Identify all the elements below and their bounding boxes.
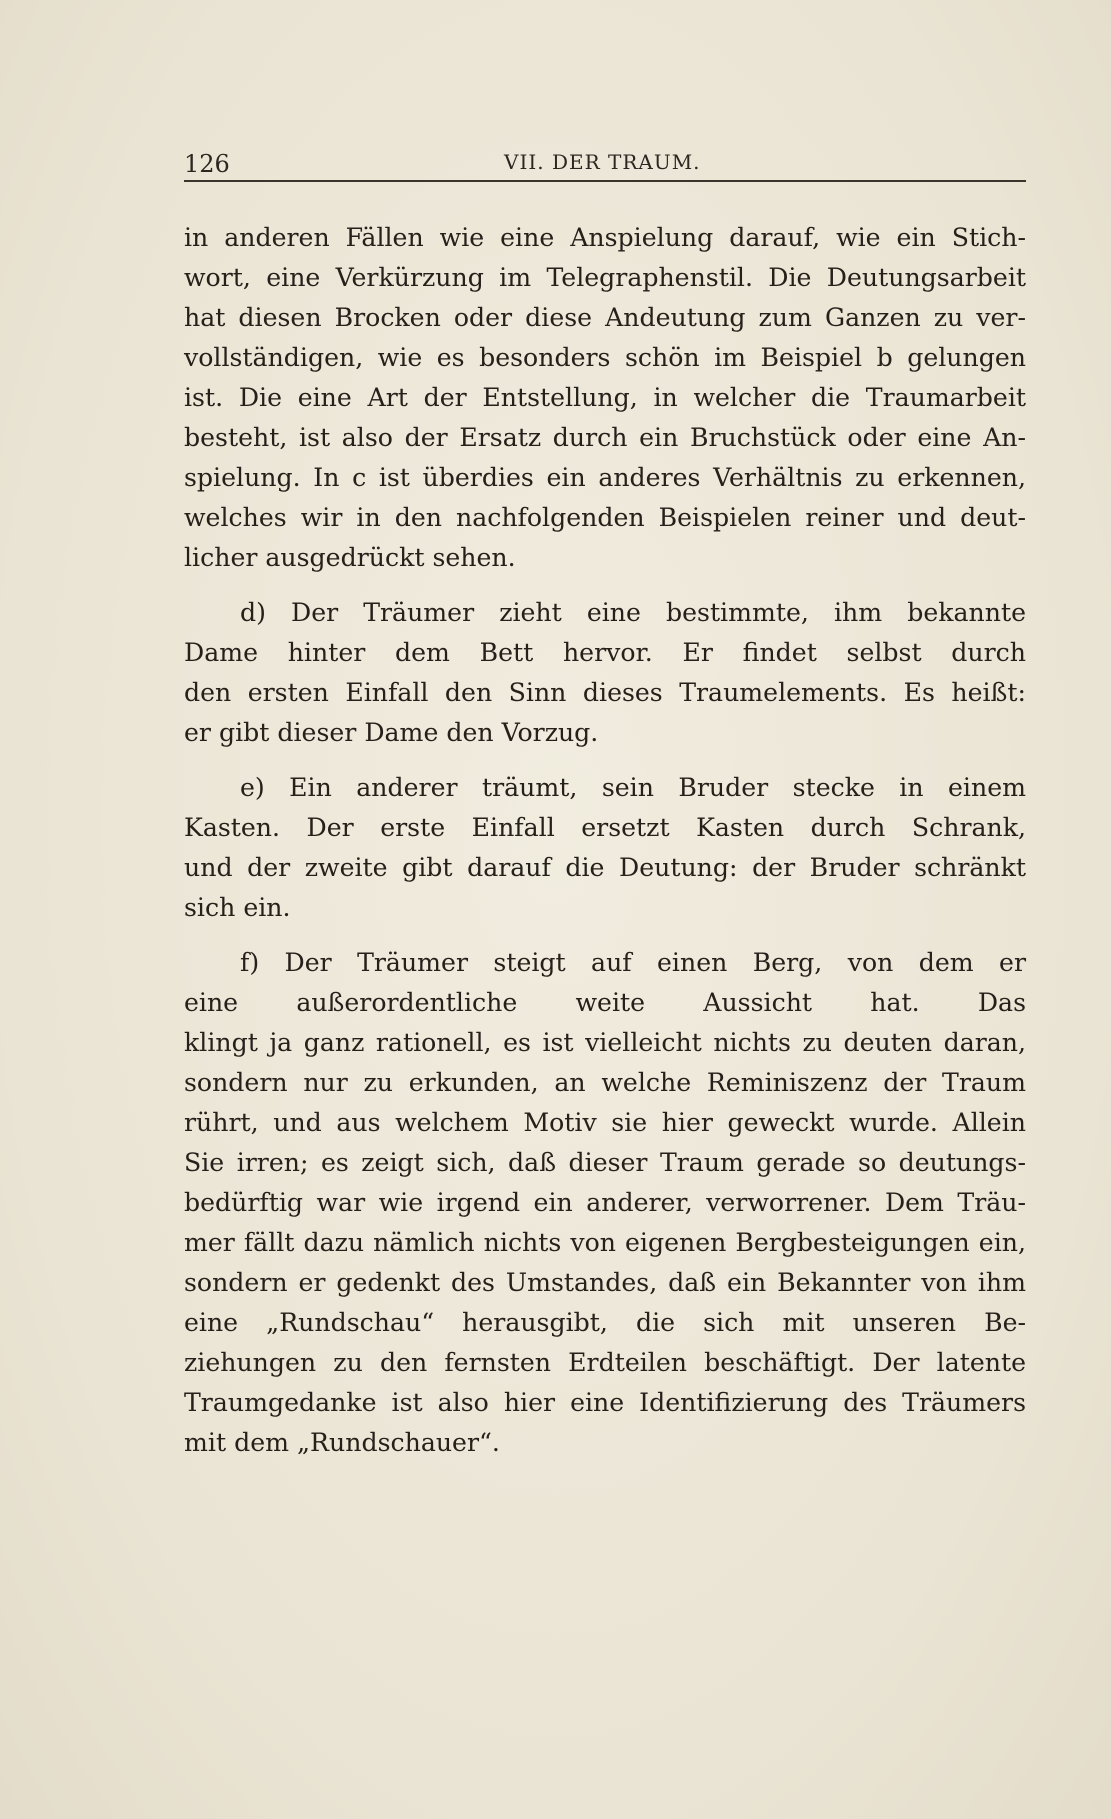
text-line: ziehungen zu den fernsten Erdteilen beschäftigt. Der latente <box>184 1348 1026 1377</box>
text-line: er gibt dieser Dame den Vorzug. <box>184 718 599 747</box>
text-line: f) Der Träumer steigt auf einen Berg, von dem er <box>240 948 1026 977</box>
text-line: d) Der Träumer zieht eine bestimmte, ihm bekannte <box>240 598 1026 627</box>
header-rule <box>184 180 1026 182</box>
text-line: besteht, ist also der Ersatz durch ein Bruchstück oder eine An- <box>184 423 1026 452</box>
text-line: eine außerordentliche weite Aussicht hat. Das <box>184 988 1026 1017</box>
text-line: ist. Die eine Art der Entstellung, in welcher die Traumarbeit <box>184 383 1026 412</box>
paragraph-d <box>184 593 1026 753</box>
text-line: bedürftig war wie irgend ein anderer, verworrener. Dem Träu- <box>184 1188 1026 1217</box>
text-line: vollständigen, wie es besonders schön im Beispiel b gelungen <box>184 343 1026 372</box>
text-line: sich ein. <box>184 893 291 922</box>
body-text <box>184 218 1026 1463</box>
text-line: welches wir in den nachfolgenden Beispielen reiner und deut- <box>184 503 1026 532</box>
text-line: in anderen Fällen wie eine Anspielung darauf, wie ein Stich- <box>184 223 1026 252</box>
text-line: Sie irren; es zeigt sich, daß dieser Traum gerade so deutungs- <box>184 1148 1026 1177</box>
text-line: e) Ein anderer träumt, sein Bruder stecke in einem <box>240 773 1026 802</box>
paragraph-e <box>184 768 1026 928</box>
paragraph-1 <box>184 218 1026 578</box>
text-line: rührt, und aus welchem Motiv sie hier geweckt wurde. Allein <box>184 1108 1026 1137</box>
text-line: sondern er gedenkt des Umstandes, daß ein Bekannter von ihm <box>184 1268 1026 1297</box>
text-line: Kasten. Der erste Einfall ersetzt Kasten durch Schrank, <box>184 813 1026 842</box>
text-line: Traumgedanke ist also hier eine Identifizierung des Träumers <box>184 1388 1026 1417</box>
text-line: Dame hinter dem Bett hervor. Er findet selbst durch <box>184 638 1026 667</box>
text-line: hat diesen Brocken oder diese Andeutung zum Ganzen zu ver- <box>184 303 1026 332</box>
text-line: sondern nur zu erkunden, an welche Reminiszenz der Traum <box>184 1068 1026 1097</box>
page-number: 126 <box>184 150 230 178</box>
text-line: spielung. In c ist überdies ein anderes Verhältnis zu erkennen, <box>184 463 1026 492</box>
running-head: VII. DER TRAUM. <box>504 150 701 174</box>
text-line: wort, eine Verkürzung im Telegraphenstil. Die Deutungsarbeit <box>184 263 1026 292</box>
text-line: mit dem „Rundschauer“. <box>184 1428 500 1457</box>
text-line: licher ausgedrückt sehen. <box>184 543 516 572</box>
text-line: eine „Rundschau“ herausgibt, die sich mit unseren Be- <box>184 1308 1026 1337</box>
text-line: den ersten Einfall den Sinn dieses Traumelements. Es heißt: <box>184 678 1026 707</box>
text-line: klingt ja ganz rationell, es ist vielleicht nichts zu deuten daran, <box>184 1028 1026 1057</box>
text-line: mer fällt dazu nämlich nichts von eigenen Bergbesteigungen ein, <box>184 1228 1026 1257</box>
paragraph-f <box>184 943 1026 1463</box>
text-line: und der zweite gibt darauf die Deutung: der Bruder schränkt <box>184 853 1026 882</box>
